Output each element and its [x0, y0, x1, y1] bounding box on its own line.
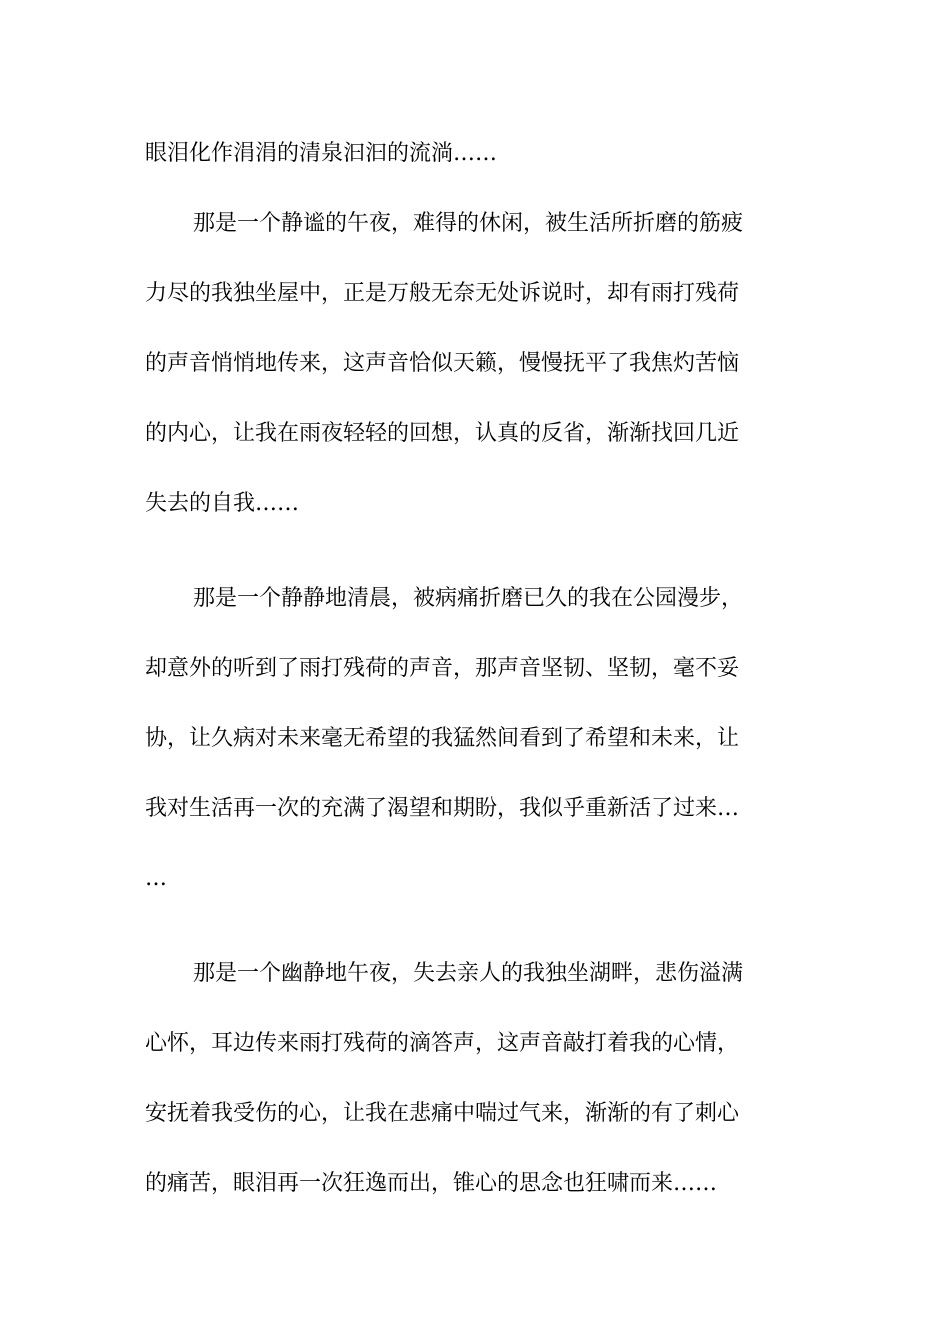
paragraph-first-line: 那是一个静静地清晨，被病痛折磨已久的我在公园漫步，	[193, 586, 744, 611]
text-line: 协，让久病对未来毫无希望的我猛然间看到了希望和未来，让	[145, 726, 740, 751]
text-line: …	[145, 866, 167, 891]
text-line: 却意外的听到了雨打残荷的声音，那声音坚韧、坚韧，毫不妥	[145, 656, 740, 681]
text-line: 的内心，让我在雨夜轻轻的回想，认真的反省，渐渐找回几近	[145, 421, 740, 446]
text-line: 眼泪化作涓涓的清泉汩汩的流淌……	[145, 141, 498, 166]
text-line: 的声音悄悄地传来，这声音恰似天籁，慢慢抚平了我焦灼苦恼	[145, 351, 740, 376]
text-line: 失去的自我……	[145, 491, 300, 516]
text-line: 心怀，耳边传来雨打残荷的滴答声，这声音敲打着我的心情，	[145, 1031, 740, 1056]
text-line: 力尽的我独坐屋中，正是万般无奈无处诉说时，却有雨打残荷	[145, 281, 740, 306]
paragraph-first-line: 那是一个幽静地午夜，失去亲人的我独坐湖畔，悲伤溢满	[193, 961, 744, 986]
paragraph-first-line: 那是一个静谧的午夜，难得的休闲，被生活所折磨的筋疲	[193, 211, 744, 236]
text-line: 安抚着我受伤的心，让我在悲痛中喘过气来，渐渐的有了刺心	[145, 1101, 740, 1126]
text-line: 的痛苦，眼泪再一次狂逸而出，锥心的思念也狂啸而来……	[145, 1171, 718, 1196]
text-line: 我对生活再一次的充满了渴望和期盼，我似乎重新活了过来…	[145, 796, 740, 821]
